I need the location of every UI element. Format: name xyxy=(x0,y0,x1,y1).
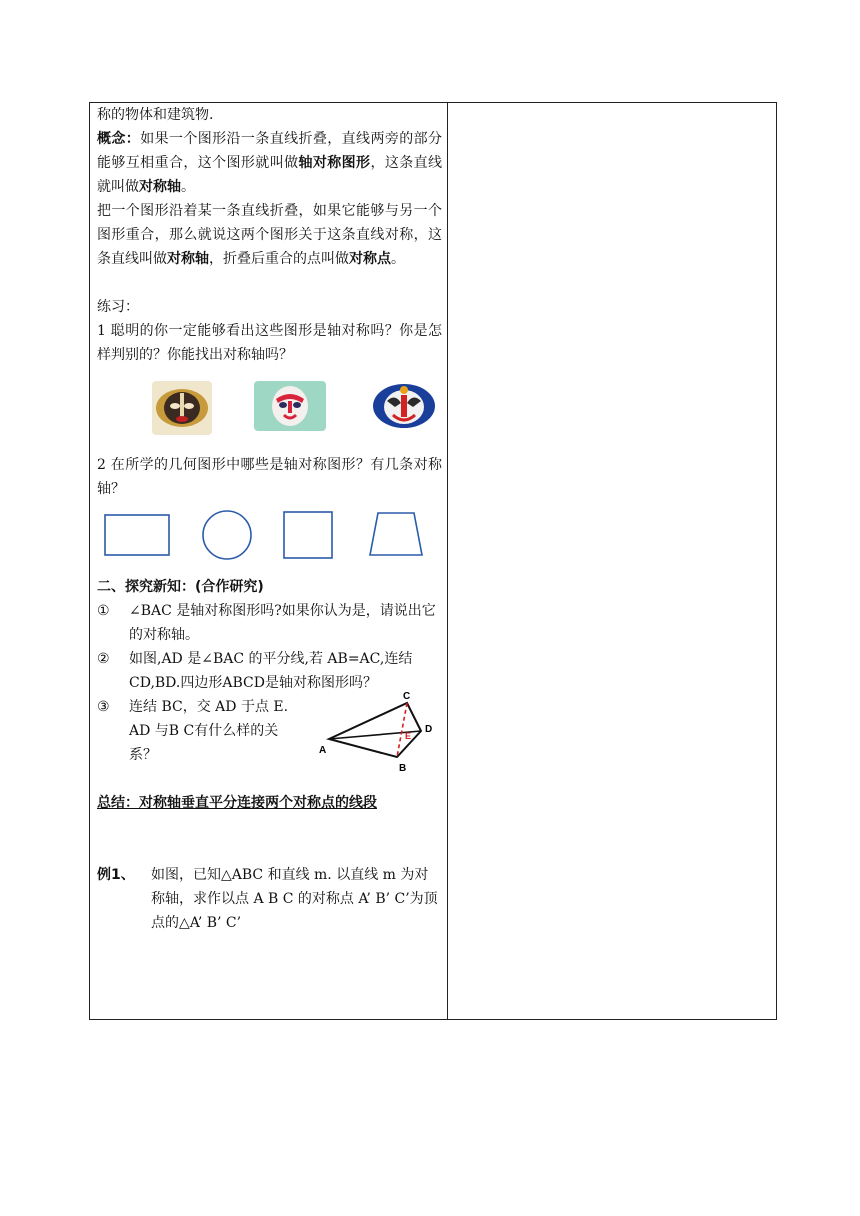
example-text: 如图，已知△ABC 和直线 m. 以直线 m 为对称轴，求作以点 A B C 的对称点 A’ B’ C’为顶点的△A’ B’ C’ xyxy=(151,867,438,931)
inquiry-item-1 xyxy=(97,599,442,647)
left-column xyxy=(97,103,442,935)
concept2-text-1: 把一个图形沿着某一条直线折叠，如果它能够与另一个图形重合，那么就说这两个图形关于这条直线对称，这条直线叫做 xyxy=(97,203,442,267)
concept-text-1: 如果一个图形沿一条直线折叠，直线两旁的部分能够互相重合，这个图形就叫做 xyxy=(97,131,443,171)
practice-label: 练习： xyxy=(97,299,139,315)
column-divider xyxy=(447,103,448,1019)
shape-rectangle xyxy=(105,515,169,555)
summary: 总结：对称轴垂直平分连接两个对称点的线段 xyxy=(97,795,377,811)
label-a: A xyxy=(319,745,327,756)
concept-text-3: 。 xyxy=(181,179,195,195)
intro-tail: 称的物体和建筑物. xyxy=(97,107,214,123)
concept-label: 概念： xyxy=(97,131,141,147)
mask-images xyxy=(97,375,442,453)
lesson-table xyxy=(89,102,777,1020)
concept2-term-axis: 对称轴 xyxy=(167,251,209,267)
practice-question-2: 2 在所学的几何图形中哪些是轴对称图形？有几条对称轴？ xyxy=(97,457,442,497)
concept2-paragraph xyxy=(97,199,442,271)
shape-circle xyxy=(203,511,251,559)
label-e: E xyxy=(405,731,412,741)
concept2-text-3: 。 xyxy=(391,251,405,267)
inquiry-number-3: ③ xyxy=(97,699,110,715)
inquiry-text-1: ∠BAC 是轴对称图形吗?如果你认为是，请说出它的对称轴。 xyxy=(129,603,436,643)
shapes-svg xyxy=(97,501,442,571)
example-label: 例1、 xyxy=(97,867,135,883)
concept2-text-2: ，折叠后重合的点叫做 xyxy=(209,251,349,267)
inquiry-item-3 xyxy=(97,695,289,767)
inquiry-number-1: ① xyxy=(97,603,110,619)
label-c: C xyxy=(403,691,411,702)
practice-question-1: 1 聪明的你一定能够看出这些图形是轴对称吗？你是怎样判别的？你能找出对称轴吗？ xyxy=(97,323,442,363)
concept2-term-points: 对称点 xyxy=(349,251,391,267)
label-d: D xyxy=(425,724,433,735)
inquiry-text-2: 如图,AD 是∠BAC 的平分线,若 AB=AC,连结CD,BD.四边形ABCD是轴对称图形吗？ xyxy=(129,651,413,691)
kite-diagram xyxy=(317,691,447,777)
section2-heading: 二、探究新知：(合作研究) xyxy=(97,579,264,595)
mask-face-2 xyxy=(254,381,326,431)
inquiry-item-2 xyxy=(97,647,442,695)
inquiry-number-2: ② xyxy=(97,651,110,667)
mask-face-1 xyxy=(152,381,212,435)
mask-face-3 xyxy=(371,381,437,431)
concept-term-axis: 对称轴 xyxy=(139,179,181,195)
label-b: B xyxy=(399,763,407,774)
concept-term-axisymmetric: 轴对称图形 xyxy=(298,155,371,171)
geometry-shapes xyxy=(97,501,442,571)
concept-paragraph xyxy=(97,127,442,199)
inquiry-text-3: 连结 BC，交 AD 于点 E. AD 与B C有什么样的关系？ xyxy=(129,699,289,763)
shape-square xyxy=(284,512,332,558)
example-1 xyxy=(97,863,442,935)
concept-text-2: ，这条直线就叫做 xyxy=(97,155,443,195)
shape-trapezoid xyxy=(370,513,422,555)
